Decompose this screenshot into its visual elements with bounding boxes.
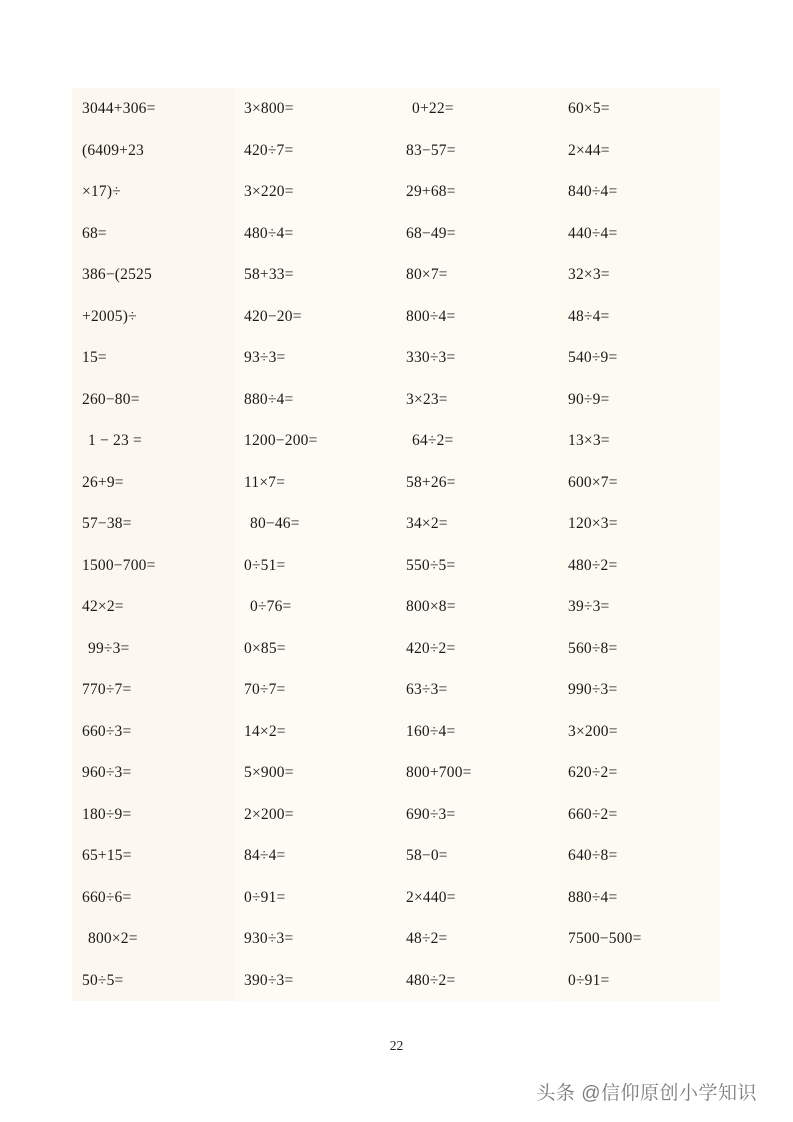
problem-cell: 60×5= (568, 100, 610, 117)
problem-cell: 1500−700= (82, 556, 156, 574)
problem-cell: 42×2= (82, 598, 124, 615)
problem-cell: 70÷7= (244, 681, 286, 698)
problem-cell: 58+33= (244, 266, 294, 283)
problem-cell: 68= (82, 224, 107, 242)
problem-cell: 99÷3= (88, 639, 130, 657)
problem-cell: 440÷4= (568, 224, 618, 242)
problem-cell: 800×8= (406, 598, 456, 615)
problem-cell: 34×2= (406, 515, 448, 532)
problem-cell: 800÷4= (406, 307, 456, 325)
problem-cell: 48÷4= (568, 307, 610, 325)
problem-column-1 (72, 88, 234, 1001)
problem-column-3 (396, 88, 558, 1001)
problem-cell: +2005)÷ (82, 307, 137, 325)
problem-cell: 930÷3= (244, 930, 294, 947)
problem-columns (72, 88, 722, 1001)
problem-cell: 390÷3= (244, 971, 294, 989)
problem-cell: 620÷2= (568, 764, 618, 781)
problem-cell: 2×44= (568, 141, 610, 159)
page-number: 22 (389, 1038, 404, 1053)
problem-cell: 160÷4= (406, 722, 456, 740)
problem-cell: 63÷3= (406, 681, 448, 698)
problem-cell: 0÷91= (568, 971, 610, 989)
problem-cell: 48÷2= (406, 930, 448, 947)
problem-cell: 0×85= (244, 639, 286, 657)
problem-column-4 (558, 88, 720, 1001)
problem-cell: 58−0= (406, 847, 448, 864)
problem-cell: 660÷2= (568, 805, 618, 823)
problem-cell: 800+700= (406, 764, 472, 781)
problem-cell: 39÷3= (568, 598, 610, 615)
problem-cell: 3×23= (406, 390, 448, 408)
problem-cell: 120×3= (568, 515, 618, 532)
problem-cell: 0÷76= (250, 598, 292, 615)
problem-cell: 840÷4= (568, 183, 618, 200)
problem-cell: ×17)÷ (82, 183, 121, 200)
problem-cell: 32×3= (568, 266, 610, 283)
problem-cell: 180÷9= (82, 805, 132, 823)
problem-cell: 480÷2= (568, 556, 618, 574)
problem-cell: 3044+306= (82, 100, 156, 117)
problem-cell: 65+15= (82, 847, 132, 864)
problem-cell: 58+26= (406, 473, 456, 491)
problem-cell: 15= (82, 349, 107, 366)
problem-cell: 660÷6= (82, 888, 132, 906)
problem-cell: 540÷9= (568, 349, 618, 366)
problem-cell: 660÷3= (82, 722, 132, 740)
problem-cell: 420−20= (244, 307, 302, 325)
problem-cell: 11×7= (244, 473, 286, 491)
problem-cell: 1 − 23 = (88, 432, 142, 449)
problem-cell: 600×7= (568, 473, 618, 491)
problem-cell: 550÷5= (406, 556, 456, 574)
problem-cell: 57−38= (82, 515, 132, 532)
problem-cell: 0+22= (412, 100, 454, 117)
problem-cell: 3×200= (568, 722, 618, 740)
problem-cell: 770÷7= (82, 681, 132, 698)
problem-cell: 93÷3= (244, 349, 286, 366)
problem-column-2 (234, 88, 396, 1001)
problem-cell: 0÷51= (244, 556, 286, 574)
problem-cell: 480÷2= (406, 971, 456, 989)
problem-cell: 29+68= (406, 183, 456, 200)
problem-cell: 5×900= (244, 764, 294, 781)
problem-cell: 800×2= (88, 930, 138, 947)
problem-cell: 64÷2= (412, 432, 454, 449)
problem-cell: 2×200= (244, 805, 294, 823)
problem-cell: 80×7= (406, 266, 448, 283)
problem-cell: 420÷7= (244, 141, 294, 159)
problem-cell: 560÷8= (568, 639, 618, 657)
problem-cell: 880÷4= (568, 888, 618, 906)
problem-cell: (6409+23 (82, 141, 145, 159)
problem-cell: 260−80= (82, 390, 140, 408)
problem-cell: 80−46= (250, 515, 300, 532)
problem-cell: 68−49= (406, 224, 456, 242)
problem-cell: 2×440= (406, 888, 456, 906)
problem-cell: 1200−200= (244, 432, 318, 449)
problem-cell: 330÷3= (406, 349, 456, 366)
problem-cell: 14×2= (244, 722, 286, 740)
problem-cell: 420÷2= (406, 639, 456, 657)
problem-cell: 83−57= (406, 141, 456, 159)
problem-cell: 690÷3= (406, 805, 456, 823)
problem-cell: 50÷5= (82, 971, 124, 989)
problem-cell: 7500−500= (568, 930, 642, 947)
watermark-text: 头条 @信仰原创小学知识 (536, 1083, 757, 1104)
problem-cell: 84÷4= (244, 847, 286, 864)
problem-cell: 13×3= (568, 432, 610, 449)
problem-cell: 26+9= (82, 473, 124, 491)
problem-cell: 880÷4= (244, 390, 294, 408)
problem-cell: 480÷4= (244, 224, 294, 242)
problem-cell: 960÷3= (82, 764, 132, 781)
problem-cell: 990÷3= (568, 681, 618, 698)
problem-cell: 90÷9= (568, 390, 610, 408)
problem-cell: 3×800= (244, 100, 294, 117)
problem-cell: 640÷8= (568, 847, 618, 864)
problem-cell: 386−(2525 (82, 266, 152, 283)
problem-cell: 3×220= (244, 183, 294, 200)
problem-cell: 0÷91= (244, 888, 286, 906)
